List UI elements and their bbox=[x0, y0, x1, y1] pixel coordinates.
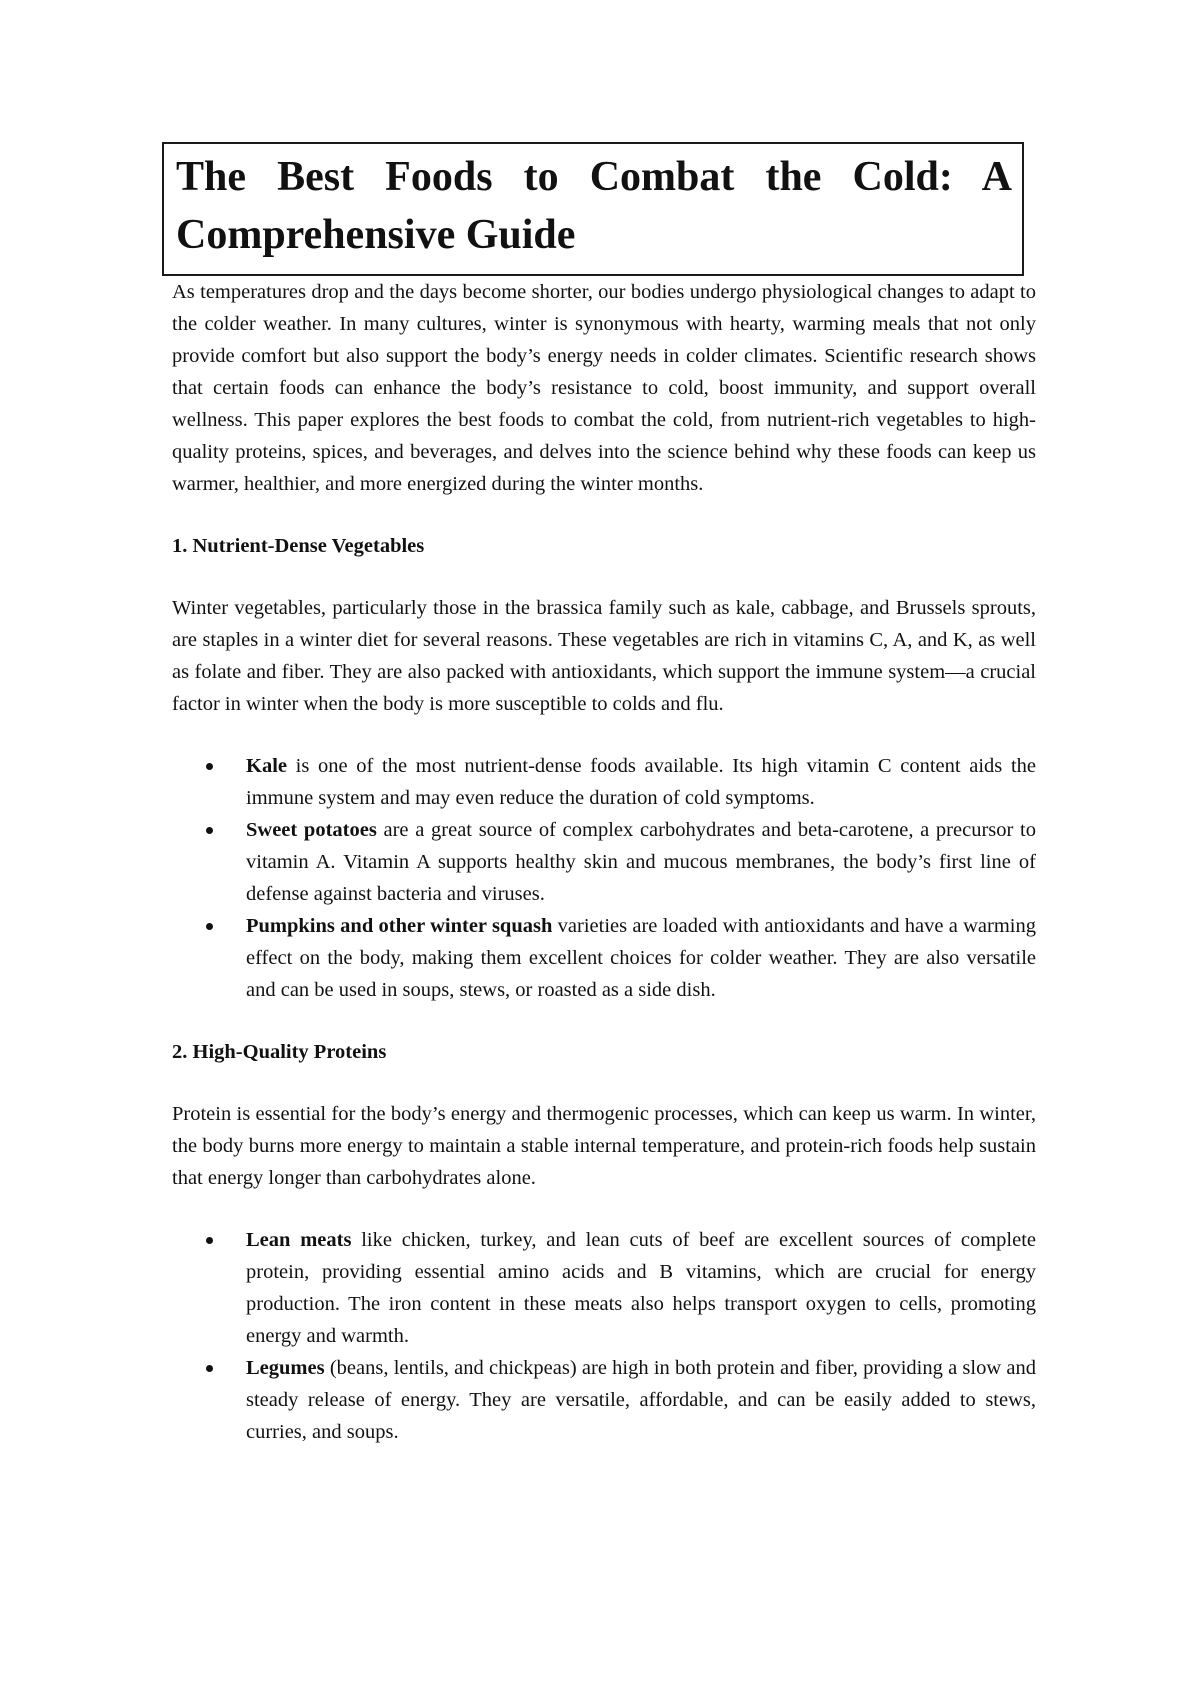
list-item bbox=[172, 750, 1036, 814]
section-heading: 2. High-Quality Proteins bbox=[172, 1041, 387, 1063]
list-item-term: Legumes bbox=[246, 1357, 325, 1379]
bullet-icon bbox=[206, 1365, 213, 1372]
section-heading: 1. Nutrient-Dense Vegetables bbox=[172, 535, 425, 557]
section-paragraph: Winter vegetables, particularly those in the brassica family such as kale, cabbage, and Brussels sprouts, are staples in a winter diet for several reasons. These vegetables are rich in vitamins C, A, and K, as well as folate and fiber. They are also packed with antioxidants, which support the immune system—a crucial factor in winter when the body is more susceptible to colds and flu. bbox=[172, 597, 1036, 715]
section-paragraph: Protein is essential for the body’s energy and thermogenic processes, which can keep us warm. In winter, the body burns more energy to maintain a stable internal temperature, and protein-rich foods help sustain that energy longer than carbohydrates alone. bbox=[172, 1103, 1036, 1189]
list-item-text: (beans, lentils, and chickpeas) are high in both protein and fiber, providing a slow and steady release of energy. They are versatile, affordable, and can be easily added to stews, curries, and soups. bbox=[246, 1357, 1036, 1443]
bullet-icon bbox=[206, 923, 213, 930]
bullet-icon bbox=[206, 827, 213, 834]
document-page bbox=[172, 142, 1036, 1448]
list-item bbox=[172, 1352, 1036, 1448]
bullet-icon bbox=[206, 763, 213, 770]
list-item-term: Lean meats bbox=[246, 1229, 352, 1251]
list-item-term: Sweet potatoes bbox=[246, 819, 377, 841]
list-item-term: Kale bbox=[246, 755, 287, 777]
list-item bbox=[172, 814, 1036, 910]
intro-paragraph: As temperatures drop and the days become shorter, our bodies undergo physiological changes to adapt to the colder weather. In many cultures, winter is synonymous with hearty, warming meals that not only provide comfort but also support the body’s energy needs in colder climates. Scientific research shows that certain foods can enhance the body’s resistance to cold, boost immunity, and support overall wellness. This paper explores the best foods to combat the cold, from nutrient-rich vegetables to high-quality proteins, spices, and beverages, and delves into the science behind why these foods can keep us warmer, healthier, and more energized during the winter months. bbox=[172, 281, 1036, 495]
list-item-text: is one of the most nutrient-dense foods available. Its high vitamin C content aids the immune system and may even reduce the duration of cold symptoms. bbox=[246, 755, 1036, 809]
bullet-list bbox=[172, 750, 1036, 1006]
list-item-term: Pumpkins and other winter squash bbox=[246, 915, 553, 937]
list-item bbox=[172, 1224, 1036, 1352]
list-item bbox=[172, 910, 1036, 1006]
list-item-text: like chicken, turkey, and lean cuts of beef are excellent sources of complete protein, providing essential amino acids and B vitamins, which are crucial for energy production. The iron content in these meats also helps transport oxygen to cells, promoting energy and warmth. bbox=[246, 1229, 1036, 1347]
title-box bbox=[162, 142, 1024, 276]
bullet-icon bbox=[206, 1237, 213, 1244]
page-title: The Best Foods to Combat the Cold: A Comprehensive Guide bbox=[176, 154, 1012, 258]
bullet-list bbox=[172, 1224, 1036, 1448]
list-item-text: varieties are loaded with antioxidants and have a warming effect on the body, making them excellent choices for colder weather. They are also versatile and can be used in soups, stews, or roasted as a side dish. bbox=[246, 915, 1036, 1001]
list-item-text: are a great source of complex carbohydrates and beta-carotene, a precursor to vitamin A. Vitamin A supports healthy skin and mucous membranes, the body’s first line of defense against bacteria and viruses. bbox=[246, 819, 1036, 905]
